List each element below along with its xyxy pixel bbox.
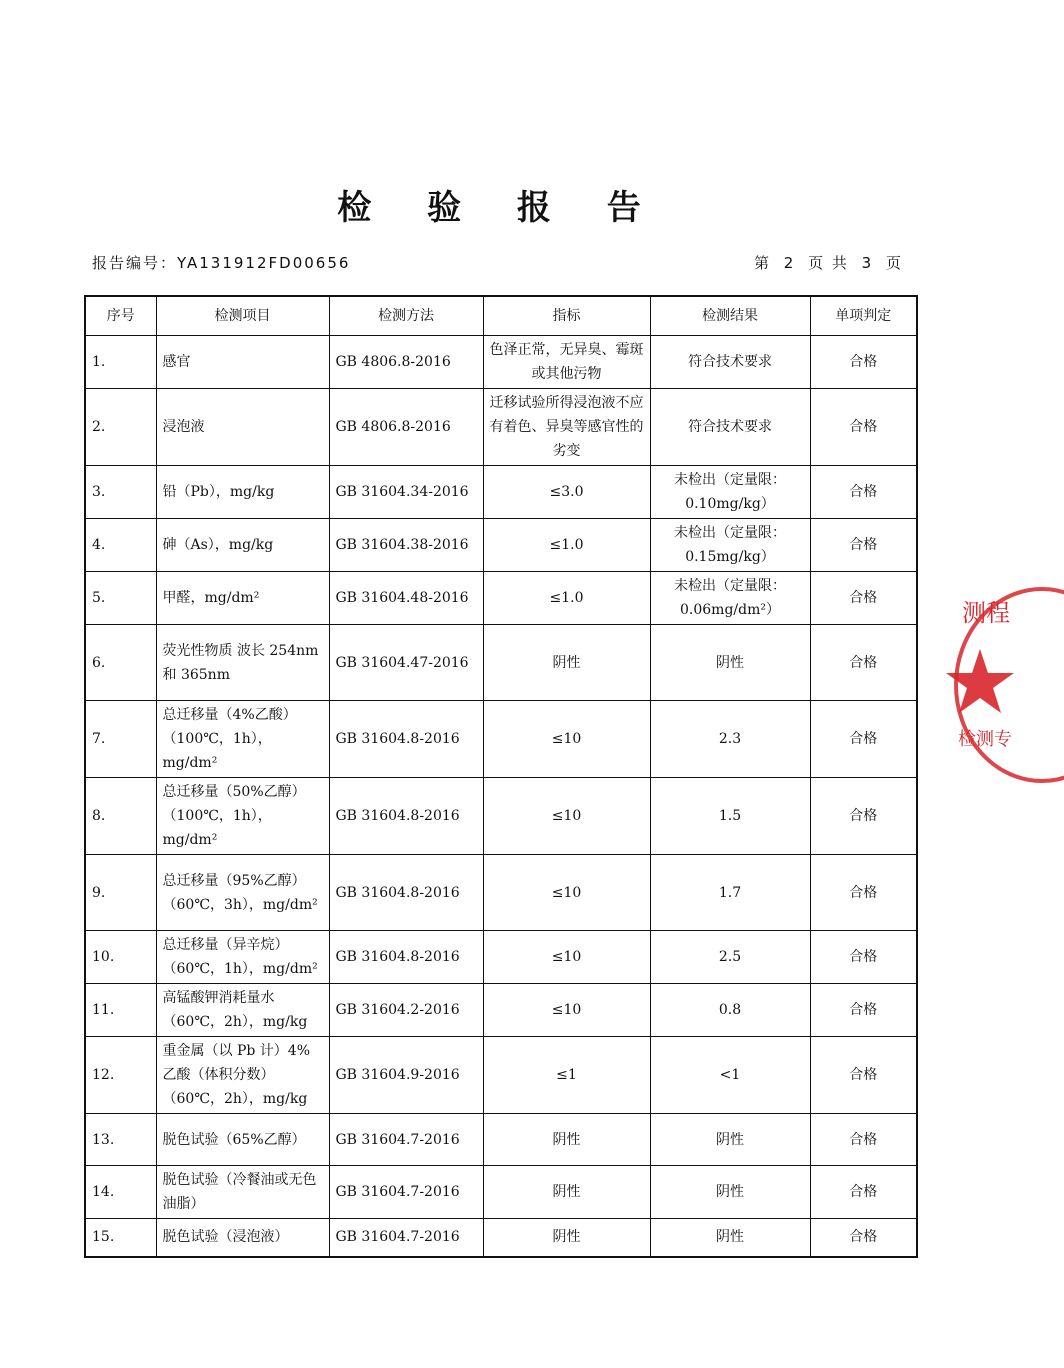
cell-method: GB 31604.8-2016 xyxy=(329,778,483,855)
cell-judgement: 合格 xyxy=(810,778,917,855)
cell-method: GB 4806.8-2016 xyxy=(329,389,483,466)
header-limit: 指标 xyxy=(483,296,650,336)
cell-judgement: 合格 xyxy=(810,701,917,778)
cell-result: <1 xyxy=(650,1037,810,1114)
cell-no: 8. xyxy=(85,778,156,855)
cell-no: 12. xyxy=(85,1037,156,1114)
cell-result: 2.5 xyxy=(650,931,810,984)
cell-judgement: 合格 xyxy=(810,1037,917,1114)
cell-item: 重金属（以 Pb 计）4%乙酸（体积分数）（60℃，2h），mg/kg xyxy=(156,1037,329,1114)
cell-result: 1.5 xyxy=(650,778,810,855)
table-row xyxy=(85,855,917,931)
cell-judgement: 合格 xyxy=(810,1166,917,1219)
star-icon xyxy=(946,649,1014,713)
cell-limit: ≤10 xyxy=(483,778,650,855)
cell-limit: 阴性 xyxy=(483,625,650,701)
cell-method: GB 31604.7-2016 xyxy=(329,1219,483,1257)
cell-method: GB 31604.9-2016 xyxy=(329,1037,483,1114)
cell-no: 1. xyxy=(85,336,156,389)
table-row xyxy=(85,701,917,778)
page-suffix: 页 xyxy=(885,254,903,272)
table-row xyxy=(85,1166,917,1219)
cell-item: 总迁移量（4%乙酸）（100℃，1h），mg/dm² xyxy=(156,701,329,778)
cell-no: 3. xyxy=(85,466,156,519)
table-row xyxy=(85,1114,917,1166)
cell-item: 铅（Pb），mg/kg xyxy=(156,466,329,519)
cell-method: GB 31604.8-2016 xyxy=(329,931,483,984)
header-no: 序号 xyxy=(85,296,156,336)
cell-limit: ≤10 xyxy=(483,855,650,931)
cell-method: GB 31604.7-2016 xyxy=(329,1114,483,1166)
table-row xyxy=(85,778,917,855)
cell-item: 脱色试验（浸泡液） xyxy=(156,1219,329,1257)
cell-method: GB 31604.8-2016 xyxy=(329,701,483,778)
cell-judgement: 合格 xyxy=(810,389,917,466)
cell-result: 阴性 xyxy=(650,1219,810,1257)
cell-limit: ≤3.0 xyxy=(483,466,650,519)
cell-result: 未检出（定量限：0.06mg/dm²） xyxy=(650,572,810,625)
cell-result: 符合技术要求 xyxy=(650,336,810,389)
inspection-table xyxy=(84,295,918,1258)
cell-no: 9. xyxy=(85,855,156,931)
cell-method: GB 31604.48-2016 xyxy=(329,572,483,625)
cell-item: 脱色试验（65%乙醇） xyxy=(156,1114,329,1166)
cell-result: 未检出（定量限：0.15mg/kg） xyxy=(650,519,810,572)
cell-limit: 阴性 xyxy=(483,1166,650,1219)
cell-judgement: 合格 xyxy=(810,336,917,389)
cell-result: 1.7 xyxy=(650,855,810,931)
table-row xyxy=(85,625,917,701)
cell-no: 15. xyxy=(85,1219,156,1257)
table-row xyxy=(85,1037,917,1114)
cell-limit: 迁移试验所得浸泡液不应有着色、异臭等感官性的劣变 xyxy=(483,389,650,466)
cell-judgement: 合格 xyxy=(810,519,917,572)
table-header-row xyxy=(85,296,917,336)
cell-method: GB 31604.47-2016 xyxy=(329,625,483,701)
cell-method: GB 31604.8-2016 xyxy=(329,855,483,931)
cell-judgement: 合格 xyxy=(810,625,917,701)
cell-judgement: 合格 xyxy=(810,984,917,1037)
header-item: 检测项目 xyxy=(156,296,329,336)
table-row xyxy=(85,336,917,389)
header-method: 检测方法 xyxy=(329,296,483,336)
cell-item: 总迁移量（95%乙醇）（60℃，3h），mg/dm² xyxy=(156,855,329,931)
table-body xyxy=(85,336,917,1257)
cell-item: 砷（As），mg/kg xyxy=(156,519,329,572)
cell-no: 6. xyxy=(85,625,156,701)
cell-result: 阴性 xyxy=(650,1114,810,1166)
cell-judgement: 合格 xyxy=(810,572,917,625)
cell-item: 脱色试验（冷餐油或无色油脂） xyxy=(156,1166,329,1219)
cell-method: GB 31604.34-2016 xyxy=(329,466,483,519)
cell-result: 阴性 xyxy=(650,625,810,701)
cell-item: 高锰酸钾消耗量水（60℃，2h），mg/kg xyxy=(156,984,329,1037)
cell-result: 符合技术要求 xyxy=(650,389,810,466)
cell-method: GB 31604.7-2016 xyxy=(329,1166,483,1219)
cell-limit: ≤1 xyxy=(483,1037,650,1114)
cell-result: 阴性 xyxy=(650,1166,810,1219)
cell-limit: ≤1.0 xyxy=(483,572,650,625)
page-middle: 页 共 xyxy=(808,254,849,272)
cell-result: 未检出（定量限：0.10mg/kg） xyxy=(650,466,810,519)
cell-limit: 色泽正常，无异臭、霉斑或其他污物 xyxy=(483,336,650,389)
cell-limit: ≤10 xyxy=(483,931,650,984)
page-total: 3 xyxy=(861,254,874,272)
cell-judgement: 合格 xyxy=(810,466,917,519)
cell-limit: 阴性 xyxy=(483,1219,650,1257)
table-row xyxy=(85,466,917,519)
cell-item: 荧光性物质 波长 254nm 和 365nm xyxy=(156,625,329,701)
table-row xyxy=(85,519,917,572)
cell-no: 7. xyxy=(85,701,156,778)
pagination xyxy=(751,252,906,273)
cell-item: 总迁移量（50%乙醇）（100℃，1h），mg/dm² xyxy=(156,778,329,855)
inspection-seal xyxy=(954,585,1064,785)
cell-no: 2. xyxy=(85,389,156,466)
report-title: 检 验 报 告 xyxy=(337,188,663,228)
cell-item: 浸泡液 xyxy=(156,389,329,466)
cell-no: 14. xyxy=(85,1166,156,1219)
seal-text-top: 测程 xyxy=(962,599,1010,627)
table-row xyxy=(85,389,917,466)
cell-limit: 阴性 xyxy=(483,1114,650,1166)
table-row xyxy=(85,984,917,1037)
cell-limit: ≤1.0 xyxy=(483,519,650,572)
cell-item: 总迁移量（异辛烷）（60℃，1h），mg/dm² xyxy=(156,931,329,984)
cell-limit: ≤10 xyxy=(483,701,650,778)
cell-judgement: 合格 xyxy=(810,855,917,931)
cell-judgement: 合格 xyxy=(810,931,917,984)
cell-no: 13. xyxy=(85,1114,156,1166)
cell-result: 2.3 xyxy=(650,701,810,778)
cell-item: 甲醛，mg/dm² xyxy=(156,572,329,625)
header-result: 检测结果 xyxy=(650,296,810,336)
cell-no: 4. xyxy=(85,519,156,572)
cell-no: 5. xyxy=(85,572,156,625)
seal-text-bottom: 检测专 xyxy=(958,729,1012,750)
page-prefix: 第 xyxy=(753,254,771,272)
table-row xyxy=(85,1219,917,1257)
cell-method: GB 31604.2-2016 xyxy=(329,984,483,1037)
cell-result: 0.8 xyxy=(650,984,810,1037)
cell-item: 感官 xyxy=(156,336,329,389)
page-current: 2 xyxy=(783,254,796,272)
table-row xyxy=(85,572,917,625)
cell-judgement: 合格 xyxy=(810,1114,917,1166)
header-judgement: 单项判定 xyxy=(810,296,917,336)
cell-judgement: 合格 xyxy=(810,1219,917,1257)
cell-method: GB 31604.38-2016 xyxy=(329,519,483,572)
cell-method: GB 4806.8-2016 xyxy=(329,336,483,389)
report-number: 报告编号：YA131912FD00656 xyxy=(92,254,351,272)
cell-limit: ≤10 xyxy=(483,984,650,1037)
cell-no: 10. xyxy=(85,931,156,984)
cell-no: 11. xyxy=(85,984,156,1037)
table-row xyxy=(85,931,917,984)
